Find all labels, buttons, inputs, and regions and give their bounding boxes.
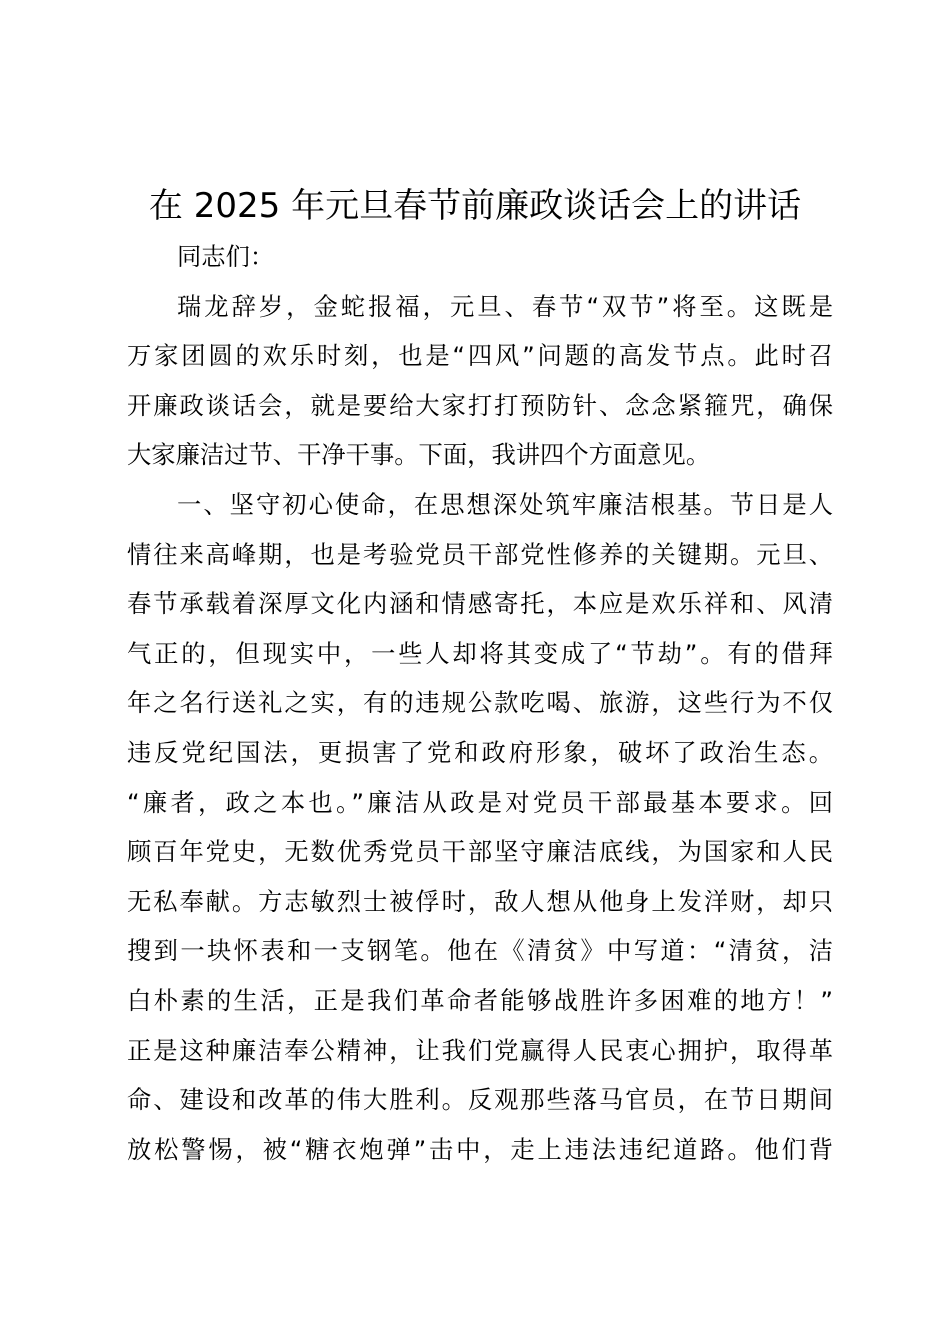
paragraph-line: 瑞龙辞岁，金蛇报福，元旦、春节“双节”将至。这既是: [177, 291, 833, 321]
paragraph-line: 搜到一块怀表和一支钢笔。他在《清贫》中写道：“清贫，洁: [127, 936, 833, 966]
paragraph-line: 一、坚守初心使命，在思想深处筑牢廉洁根基。节日是人: [177, 489, 833, 519]
paragraph-line: 大家廉洁过节、干净干事。下面，我讲四个方面意见。: [127, 440, 711, 470]
paragraph-line: 气正的，但现实中，一些人却将其变成了“节劫”。有的借拜: [127, 638, 833, 668]
paragraph-line: 情往来高峰期，也是考验党员干部党性修养的关键期。元旦、: [127, 539, 833, 569]
document-body: [127, 232, 833, 1174]
paragraph-line: 违反党纪国法，更损害了党和政府形象，破坏了政治生态。: [127, 737, 833, 767]
paragraph-line: 无私奉献。方志敏烈士被俘时，敌人想从他身上发洋财，却只: [127, 886, 833, 916]
paragraph-line: 命、建设和改革的伟大胜利。反观那些落马官员，在节日期间: [127, 1085, 833, 1115]
paragraph-1: [127, 282, 833, 480]
paragraph-line: 放松警惕，被“糖衣炮弹”击中，走上违法违纪道路。他们背: [127, 1134, 833, 1164]
paragraph-line: 春节承载着深厚文化内涵和情感寄托，本应是欢乐祥和、风清: [127, 589, 833, 619]
salutation: 同志们：: [177, 242, 275, 271]
paragraph-line: 年之名行送礼之实，有的违规公款吃喝、旅游，这些行为不仅: [127, 688, 833, 718]
paragraph-line: 万家团圆的欢乐时刻，也是“四风”问题的高发节点。此时召: [127, 341, 833, 371]
paragraph-line: “廉者，政之本也。”廉洁从政是对党员干部最基本要求。回: [127, 787, 833, 817]
document-title: 在 2025 年元旦春节前廉政谈话会上的讲话: [148, 186, 802, 226]
paragraph-line: 顾百年党史，无数优秀党员干部坚守廉洁底线，为国家和人民: [127, 837, 833, 867]
paragraph-line: 开廉政谈话会，就是要给大家打打预防针、念念紧箍咒，确保: [127, 390, 833, 420]
paragraph-line: 正是这种廉洁奉公精神，让我们党赢得人民衷心拥护，取得革: [127, 1035, 833, 1065]
paragraph-2: [127, 480, 833, 1174]
paragraph-line: 白朴素的生活，正是我们革命者能够战胜许多困难的地方！”: [127, 985, 833, 1015]
